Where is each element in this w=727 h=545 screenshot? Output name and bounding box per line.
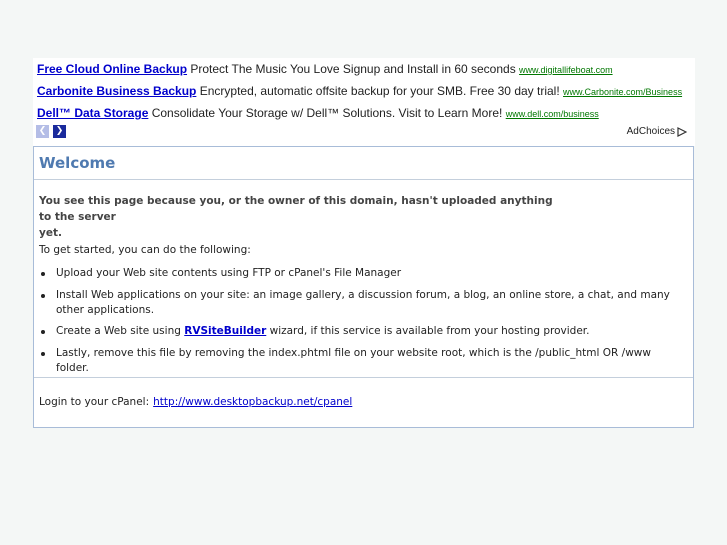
step-text: Install Web applications on your site: an image gallery, a discussion forum, a blog, an online store, a chat, and many other applications.	[56, 289, 670, 316]
chevron-right-icon: ❯	[55, 126, 64, 136]
adchoices-link[interactable]	[627, 126, 687, 137]
ad-url-link[interactable]: www.Carbonite.com/Business	[563, 87, 683, 97]
ad-description: Consolidate Your Storage w/ Dell™ Solutions. Visit to Learn More!	[151, 106, 503, 120]
list-item	[39, 324, 679, 339]
intro-text	[39, 193, 559, 241]
step-text: wizard, if this service is available from your hosting provider.	[269, 325, 590, 337]
steps-list	[39, 266, 679, 376]
ad-description: Protect The Music You Love Signup and Install in 60 seconds	[190, 62, 516, 76]
list-item	[39, 346, 679, 376]
list-item	[39, 266, 679, 281]
panel-header	[34, 147, 693, 180]
adchoices-label: AdChoices	[626, 126, 675, 137]
panel-body	[34, 180, 693, 378]
intro-line: yet.	[39, 227, 62, 239]
ad-item	[37, 106, 599, 120]
ad-url-link[interactable]: www.dell.com/business	[505, 109, 599, 119]
page-title: Welcome	[39, 154, 116, 172]
welcome-panel	[33, 146, 694, 428]
cpanel-link[interactable]: http://www.desktopbackup.net/cpanel	[153, 396, 353, 408]
ad-title-link[interactable]: Free Cloud Online Backup	[37, 62, 188, 76]
ad-description: Encrypted, automatic offsite backup for your SMB. Free 30 day trial!	[199, 84, 560, 98]
list-item	[39, 288, 679, 318]
ad-title-link[interactable]: Dell™ Data Storage	[37, 106, 149, 120]
ad-prev-button[interactable]	[36, 125, 49, 138]
ad-title-link[interactable]: Carbonite Business Backup	[37, 84, 197, 98]
step-text: Upload your Web site contents using FTP or cPanel's File Manager	[56, 267, 402, 279]
ad-item	[37, 62, 613, 76]
step-text: Lastly, remove this file by removing the index.phtml file on your website root, which is the /public_html OR /www folder.	[56, 347, 651, 374]
rvsitebuilder-link[interactable]: RVSiteBuilder	[184, 325, 267, 337]
step-text: Create a Web site using	[56, 325, 181, 337]
ad-url-link[interactable]: www.digitallifeboat.com	[519, 65, 613, 75]
adchoices-icon	[677, 127, 687, 137]
ad-block	[33, 58, 695, 146]
panel-footer	[34, 378, 693, 426]
intro-line: You see this page because you, or the owner of this domain, hasn't uploaded anything to the server	[39, 195, 553, 223]
ad-next-button[interactable]	[53, 125, 66, 138]
ad-item	[37, 84, 682, 98]
getting-started-text: To get started, you can do the following:	[39, 244, 251, 256]
login-label: Login to your cPanel:	[39, 396, 150, 408]
chevron-left-icon: ❮	[38, 126, 47, 136]
